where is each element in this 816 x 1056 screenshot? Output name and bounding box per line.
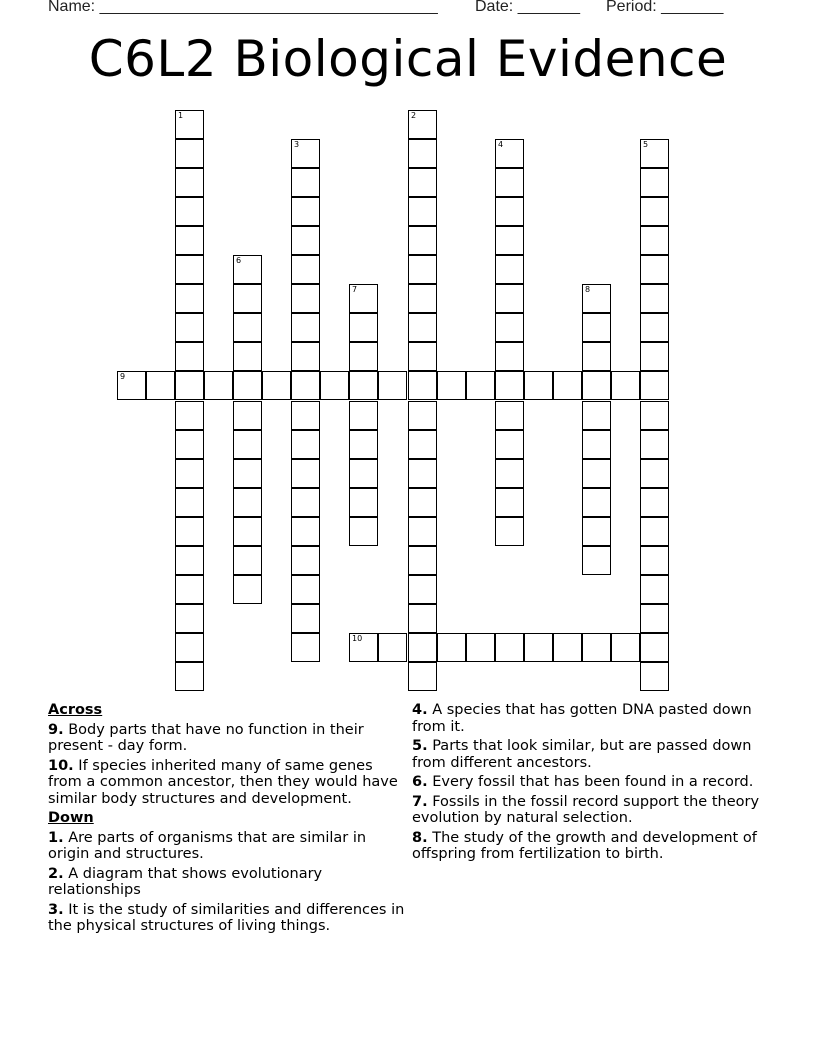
clue-down-7 [412, 794, 772, 827]
crossword-cell[interactable] [408, 197, 437, 226]
crossword-cell[interactable] [175, 517, 204, 546]
crossword-cell[interactable] [291, 255, 320, 284]
crossword-cell[interactable] [233, 517, 262, 546]
crossword-cell[interactable] [495, 371, 524, 400]
clue-text: A diagram that shows evolutionary relationships [48, 865, 323, 898]
crossword-cell[interactable] [495, 401, 524, 430]
crossword-cell[interactable] [466, 633, 495, 662]
crossword-cell[interactable] [582, 342, 611, 371]
crossword-cell[interactable] [495, 342, 524, 371]
crossword-cell[interactable] [233, 284, 262, 313]
clue-down-3 [48, 902, 408, 935]
cell-number: 8 [585, 285, 591, 294]
clue-number: 10. [48, 757, 74, 774]
clue-number: 8. [412, 829, 428, 846]
across-heading: Across [48, 702, 103, 718]
crossword-cell[interactable] [175, 604, 204, 633]
crossword-cell[interactable] [349, 633, 378, 662]
crossword-cell[interactable] [582, 517, 611, 546]
crossword-cell[interactable] [291, 401, 320, 430]
crossword-cell[interactable] [553, 633, 582, 662]
crossword-cell[interactable] [582, 633, 611, 662]
clue-across-9 [48, 722, 408, 755]
crossword-cell[interactable] [553, 371, 582, 400]
crossword-cell[interactable] [204, 371, 233, 400]
crossword-cell[interactable] [233, 371, 262, 400]
cell-number: 3 [294, 140, 300, 149]
clue-text: A species that has gotten DNA pasted down from it. [412, 702, 752, 735]
clue-text: Fossils in the fossil record support the theory evolution by natural selection. [412, 793, 760, 826]
clue-down-8 [412, 830, 772, 863]
crossword-cell[interactable] [233, 488, 262, 517]
clue-text: It is the study of similarities and differences in the physical structures of living things. [48, 901, 405, 934]
crossword-cell[interactable] [349, 371, 378, 400]
crossword-cell[interactable] [233, 313, 262, 342]
cell-number: 5 [643, 140, 649, 149]
crossword-cell[interactable] [349, 517, 378, 546]
crossword-cell[interactable] [175, 459, 204, 488]
crossword-cell[interactable] [408, 371, 437, 400]
crossword-cell[interactable] [495, 139, 524, 168]
crossword-cell[interactable] [408, 255, 437, 284]
crossword-cell[interactable] [175, 110, 204, 139]
crossword-cell[interactable] [640, 197, 669, 226]
crossword-cell[interactable] [349, 430, 378, 459]
crossword-cell[interactable] [640, 284, 669, 313]
crossword-cell[interactable] [349, 401, 378, 430]
crossword-cell[interactable] [175, 168, 204, 197]
crossword-cell[interactable] [582, 284, 611, 313]
clue-text: Are parts of organisms that are similar in origin and structures. [48, 829, 367, 862]
crossword-cell[interactable] [495, 517, 524, 546]
crossword-cell[interactable] [582, 488, 611, 517]
crossword-cell[interactable] [582, 459, 611, 488]
crossword-cell[interactable] [175, 546, 204, 575]
crossword-cell[interactable] [408, 110, 437, 139]
crossword-cell[interactable] [175, 662, 204, 691]
clue-text: Every fossil that has been found in a record. [427, 774, 754, 790]
crossword-cell[interactable] [582, 546, 611, 575]
crossword-cell[interactable] [495, 255, 524, 284]
crossword-cell[interactable] [378, 371, 407, 400]
crossword-cell[interactable] [611, 633, 640, 662]
crossword-cell[interactable] [408, 313, 437, 342]
crossword-cell[interactable] [291, 197, 320, 226]
clue-number: 7. [412, 793, 428, 810]
crossword-cell[interactable] [291, 546, 320, 575]
crossword-cell[interactable] [175, 139, 204, 168]
crossword-cell[interactable] [233, 459, 262, 488]
clue-number: 1. [48, 829, 64, 846]
cell-number: 4 [498, 140, 504, 149]
name-field-label[interactable]: Name: ______________________________________ [48, 0, 438, 15]
crossword-cell[interactable] [640, 313, 669, 342]
crossword-cell[interactable] [349, 313, 378, 342]
clue-down-6 [412, 774, 772, 791]
crossword-cell[interactable] [175, 371, 204, 400]
crossword-cell[interactable] [582, 401, 611, 430]
crossword-cell[interactable] [640, 575, 669, 604]
crossword-cell[interactable] [291, 488, 320, 517]
crossword-cell[interactable] [582, 313, 611, 342]
crossword-cell[interactable] [233, 255, 262, 284]
cell-number: 10 [352, 634, 363, 643]
crossword-cell[interactable] [175, 197, 204, 226]
crossword-cell[interactable] [349, 342, 378, 371]
crossword-cell[interactable] [291, 517, 320, 546]
period-field-label[interactable]: Period: _______ [606, 0, 724, 15]
crossword-cell[interactable] [437, 371, 466, 400]
crossword-cell[interactable] [640, 604, 669, 633]
crossword-cell[interactable] [408, 226, 437, 255]
crossword-cell[interactable] [349, 459, 378, 488]
clues-left-column [48, 702, 408, 938]
clue-number: 2. [48, 865, 64, 882]
clue-text: Parts that look similar, but are passed down from different ancestors. [412, 738, 752, 771]
crossword-cell[interactable] [291, 139, 320, 168]
crossword-cell[interactable] [291, 633, 320, 662]
crossword-cell[interactable] [117, 371, 146, 400]
crossword-cell[interactable] [408, 342, 437, 371]
clue-down-5 [412, 738, 772, 771]
cell-number: 7 [352, 285, 358, 294]
crossword-cell[interactable] [291, 226, 320, 255]
crossword-cell[interactable] [640, 459, 669, 488]
crossword-cell[interactable] [495, 313, 524, 342]
clues-right-column [412, 702, 772, 866]
crossword-cell[interactable] [175, 575, 204, 604]
date-field-label[interactable]: Date: _______ [475, 0, 580, 15]
crossword-cell[interactable] [640, 517, 669, 546]
crossword-cell[interactable] [408, 139, 437, 168]
crossword-cell[interactable] [408, 662, 437, 691]
crossword-cell[interactable] [291, 430, 320, 459]
crossword-cell[interactable] [640, 371, 669, 400]
crossword-cell[interactable] [175, 226, 204, 255]
crossword-cell[interactable] [408, 284, 437, 313]
cell-number: 6 [236, 256, 242, 265]
clue-text: The study of the growth and development of offspring from fertilization to birth. [412, 829, 757, 862]
crossword-cell[interactable] [233, 546, 262, 575]
crossword-cell[interactable] [640, 226, 669, 255]
crossword-cell[interactable] [408, 517, 437, 546]
crossword-cell[interactable] [291, 342, 320, 371]
crossword-cell[interactable] [175, 401, 204, 430]
crossword-cell[interactable] [640, 139, 669, 168]
crossword-cell[interactable] [640, 633, 669, 662]
clue-number: 5. [412, 738, 428, 754]
crossword-cell[interactable] [495, 633, 524, 662]
crossword-cell[interactable] [291, 604, 320, 633]
cell-number: 2 [411, 111, 417, 120]
crossword-cell[interactable] [146, 371, 175, 400]
crossword-cell[interactable] [233, 430, 262, 459]
clue-across-10 [48, 758, 408, 808]
crossword-cell[interactable] [233, 401, 262, 430]
crossword-cell[interactable] [291, 575, 320, 604]
crossword-cell[interactable] [640, 342, 669, 371]
clue-number: 9. [48, 721, 64, 738]
crossword-cell[interactable] [640, 255, 669, 284]
crossword-cell[interactable] [408, 546, 437, 575]
crossword-cell[interactable] [466, 371, 495, 400]
cell-number: 1 [178, 111, 184, 120]
clue-number: 4. [412, 702, 428, 718]
crossword-cell[interactable] [495, 430, 524, 459]
crossword-cell[interactable] [175, 284, 204, 313]
crossword-cell[interactable] [582, 430, 611, 459]
crossword-cell[interactable] [640, 168, 669, 197]
clue-down-4 [412, 702, 772, 735]
crossword-cell[interactable] [495, 459, 524, 488]
crossword-cell[interactable] [175, 488, 204, 517]
clue-number: 6. [412, 774, 428, 790]
crossword-cell[interactable] [291, 284, 320, 313]
crossword-cell[interactable] [291, 313, 320, 342]
clue-down-1 [48, 830, 408, 863]
crossword-cell[interactable] [408, 459, 437, 488]
crossword-cell[interactable] [640, 546, 669, 575]
crossword-cell[interactable] [524, 633, 553, 662]
crossword-cell[interactable] [408, 604, 437, 633]
clue-text: Body parts that have no function in their present - day form. [48, 721, 364, 754]
crossword-cell[interactable] [408, 488, 437, 517]
crossword-cell[interactable] [640, 662, 669, 691]
crossword-cell[interactable] [495, 284, 524, 313]
clue-number: 3. [48, 901, 64, 918]
crossword-cell[interactable] [175, 255, 204, 284]
crossword-cell[interactable] [408, 633, 437, 662]
crossword-cell[interactable] [408, 430, 437, 459]
crossword-cell[interactable] [233, 575, 262, 604]
cell-number: 9 [120, 372, 126, 381]
crossword-cell[interactable] [349, 488, 378, 517]
crossword-cell[interactable] [495, 168, 524, 197]
crossword-cell[interactable] [233, 342, 262, 371]
crossword-cell[interactable] [408, 401, 437, 430]
crossword-cell[interactable] [349, 284, 378, 313]
crossword-cell[interactable] [640, 401, 669, 430]
crossword-cell[interactable] [378, 633, 407, 662]
crossword-cell[interactable] [291, 168, 320, 197]
crossword-cell[interactable] [175, 313, 204, 342]
crossword-cell[interactable] [262, 371, 291, 400]
puzzle-title: C6L2 Biological Evidence [88, 30, 728, 88]
crossword-cell[interactable] [611, 371, 640, 400]
crossword-cell[interactable] [640, 430, 669, 459]
crossword-cell[interactable] [408, 575, 437, 604]
crossword-cell[interactable] [640, 488, 669, 517]
clue-text: If species inherited many of same genes from a common ancestor, then they would have similar body structures and development. [48, 757, 398, 807]
crossword-cell[interactable] [582, 371, 611, 400]
down-heading: Down [48, 810, 94, 826]
crossword-cell[interactable] [291, 371, 320, 400]
crossword-cell[interactable] [495, 488, 524, 517]
crossword-cell[interactable] [524, 371, 553, 400]
crossword-cell[interactable] [175, 430, 204, 459]
crossword-cell[interactable] [495, 197, 524, 226]
crossword-cell[interactable] [495, 226, 524, 255]
crossword-cell[interactable] [175, 342, 204, 371]
crossword-cell[interactable] [175, 633, 204, 662]
crossword-cell[interactable] [320, 371, 349, 400]
crossword-cell[interactable] [408, 168, 437, 197]
crossword-cell[interactable] [437, 633, 466, 662]
crossword-cell[interactable] [291, 459, 320, 488]
clue-down-2 [48, 866, 408, 899]
